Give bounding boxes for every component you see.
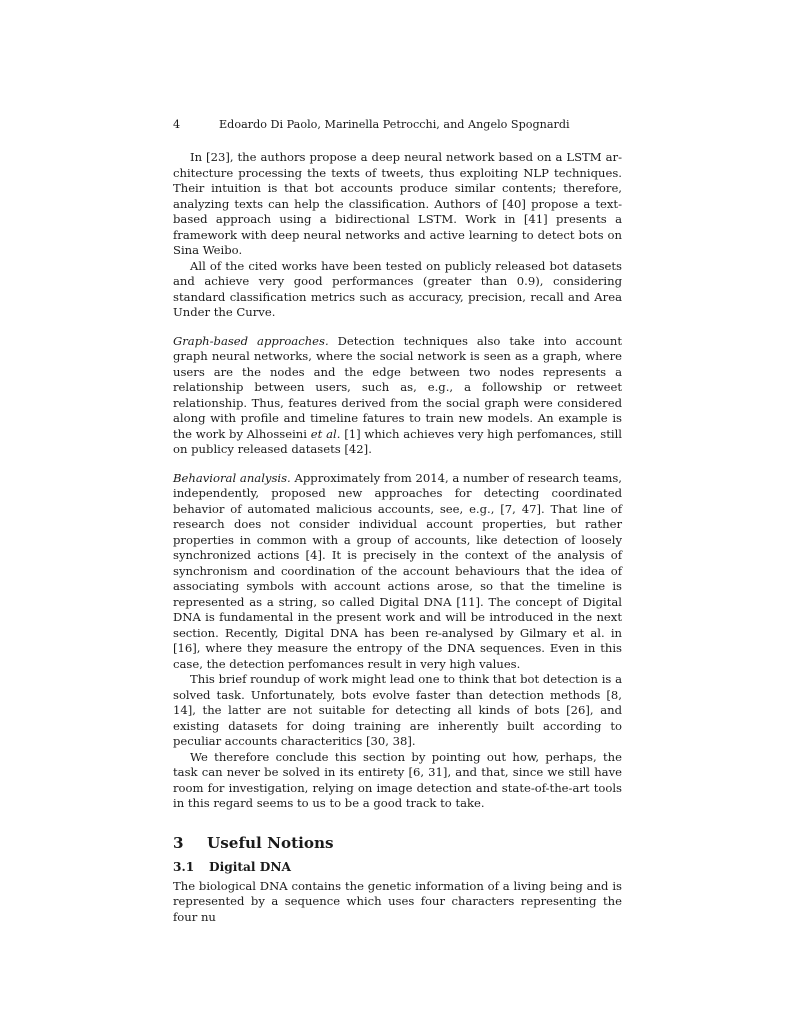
body-text (173, 150, 622, 925)
paragraph-biological-dna: The biological DNA contains the genetic information of a living being and is represented by a sequence which uses four characters representing the four nu (173, 878, 622, 924)
paragraph-behavioral: Behavioral analysis. Approximately from 2014, a number of research teams, independently, proposed new approaches for detecting coordinated behavior of automated malicious accounts, see, e.g., [7, 47]. That line of research does not consider individual account properties, but rather properties in common with a group of accounts, like detection of loosely synchronized actions [4]. It is precisely in the context of the analysis of synchronism and coordination of the account behaviours that the idea of associating symbols with account actions arose, so that the timeline is represented as a string, so called Digital DNA [11]. The concept of Digital DNA is fundamental in the present work and will be introduced in the next section. Recently, Digital DNA has been re-analysed by Gilmary et al. in [16], where they measure the entropy of the DNA sequences. Even in this case, the detection perfomances result in very high values. (173, 470, 622, 671)
paper-page (173, 117, 622, 925)
paragraph-conclusion: We therefore conclude this section by pointing out how, perhaps, the task can never be solved in its entirety [6, 31], and that, since we still have room for investigation, relying on image detection and state-of-the-art tools in this regard seems to us to be a good track to take. (173, 749, 622, 810)
run-in-heading-behavioral: Behavioral analysis. (173, 470, 291, 485)
subsection-heading (173, 858, 622, 876)
run-in-heading-graph: Graph-based approaches. (173, 333, 329, 348)
header-authors: Edoardo Di Paolo, Marinella Petrocchi, and Angelo Spognardi (219, 118, 570, 131)
paragraph-lstm: In [23], the authors propose a deep neural network based on a LSTM architecture processing the texts of tweets, thus exploiting NLP techniques. Their intuition is that bot accounts produce similar contents; therefore, analyzing texts can help the classification. Authors of [40] propose a text-based approach using a bidirectional LSTM. Work in [41] presents a framework with deep neural networks and active learning to detect bots on Sina Weibo. (173, 150, 622, 257)
subsection-number: 3.1 (173, 859, 195, 874)
paragraph-roundup: This brief roundup of work might lead one to think that bot detection is a solved task. Unfortunately, bots evolve faster than detection methods [8, 14], the latter are not suitable for detecting all kinds of bots [26], and existing datasets for doing training are inherently built according to peculiar accounts characteritics [30, 38]. (173, 672, 622, 748)
page-number: 4 (173, 118, 181, 131)
subsection-title: Digital DNA (209, 859, 291, 874)
running-header (173, 117, 622, 133)
paragraph-graph-based: Graph-based approaches. Detection techniques also take into account graph neural networks, where the social network is seen as a graph, where users are the nodes and the edge between two nodes represents a relationship between users, such as, e.g., a followship or retweet relationship. Thus, features derived from the social graph were considered along with profile and timeline fatures to train new models. An example is the work by Alhosseini et al. [1] which achieves very high perfomances, still on publicy released datasets [42]. (173, 333, 622, 456)
section-title: Useful Notions (207, 833, 334, 852)
section-heading (173, 833, 622, 853)
section-number: 3 (173, 833, 184, 852)
paragraph-cited-works: All of the cited works have been tested on publicly released bot datasets and achieve very good performances (greater than 0.9), considering standard classification metrics such as accuracy, precision, recall and Area Under the Curve. (173, 258, 622, 319)
